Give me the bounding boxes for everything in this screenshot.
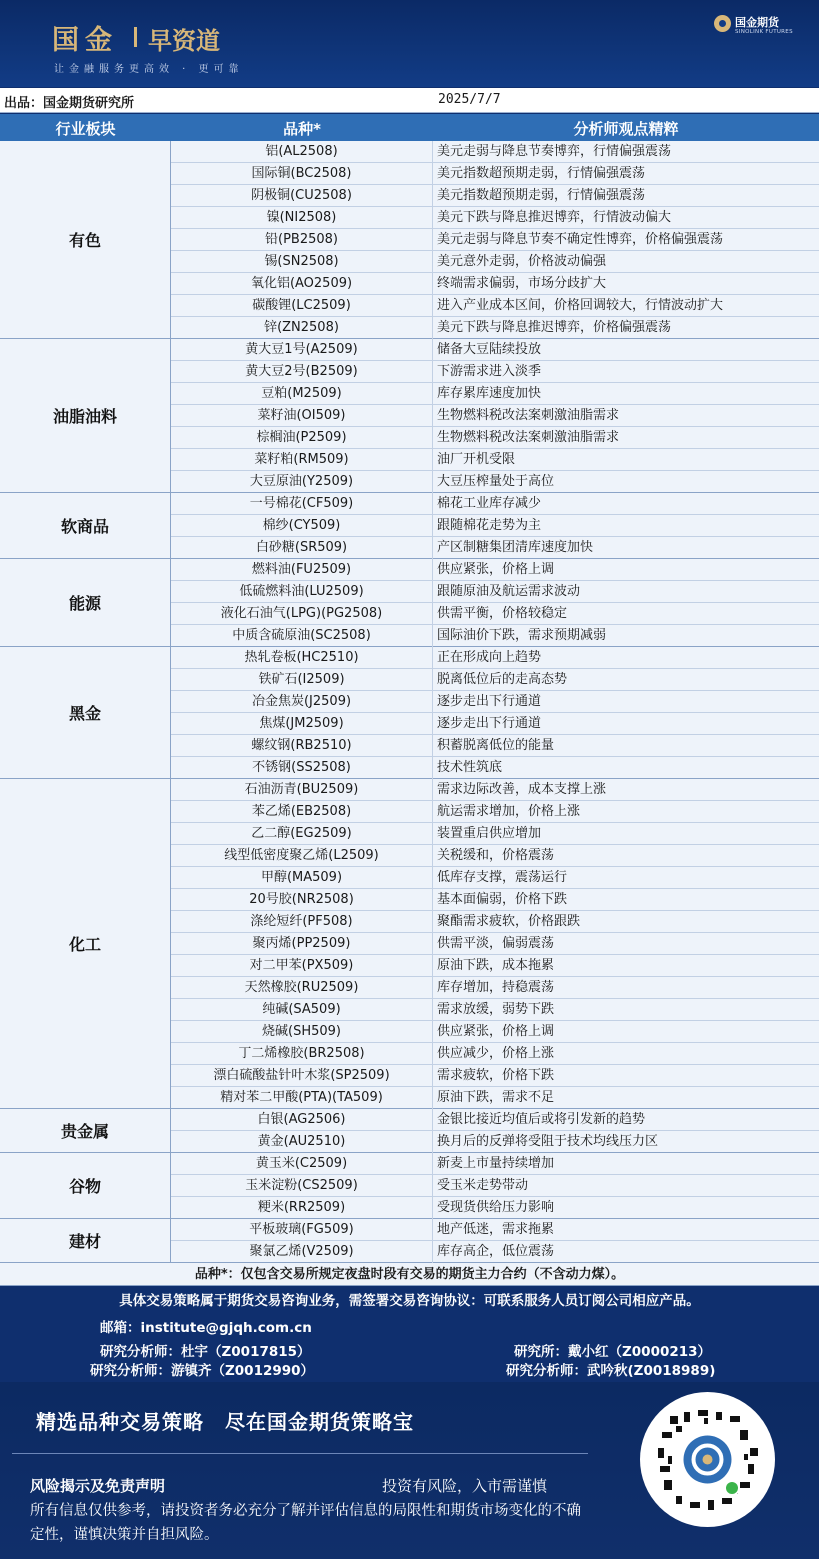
view-cell: 跟随棉花走势为主	[437, 518, 542, 533]
logo: 国金	[52, 25, 118, 56]
variety-cell: 大豆原油(Y2509)	[171, 471, 433, 493]
view-cell: 库存增加，持稳震荡	[437, 980, 555, 995]
brand-name-en: SINOLINK FUTURES	[735, 29, 793, 35]
variety-cell: 黄大豆2号(B2509)	[171, 361, 433, 383]
qr-code-graphic	[640, 1392, 775, 1527]
variety-cell: 碳酸锂(LC2509)	[171, 295, 433, 317]
table-row	[171, 1109, 819, 1131]
table-row	[171, 779, 819, 801]
table-row	[171, 691, 819, 713]
view-cell: 需求放缓，弱势下跌	[437, 1002, 555, 1017]
table-row	[171, 1197, 819, 1219]
variety-cell: 白砂糖(SR509)	[171, 537, 433, 559]
variety-cell: 不锈钢(SS2508)	[171, 757, 433, 779]
view-cell: 装置重启供应增加	[437, 826, 542, 841]
view-cell: 产区制糖集团清库速度加快	[437, 540, 594, 555]
analyst-1: 研究分析师：杜宇（Z0017815）	[100, 1344, 311, 1360]
sector-cell: 黑金	[0, 647, 171, 779]
view-cell: 脱离低位后的走高态势	[437, 672, 568, 687]
variety-rows	[171, 141, 819, 1263]
view-cell: 供需平淡，偏弱震荡	[437, 936, 555, 951]
view-cell: 供应紧张，价格上调	[437, 1024, 555, 1039]
table-row	[171, 867, 819, 889]
slogan: 让金融服务更高效 · 更可靠	[54, 64, 244, 75]
logo-divider	[134, 27, 137, 47]
table-row	[171, 449, 819, 471]
sector-cell: 贵金属	[0, 1109, 171, 1153]
table-row	[171, 1219, 819, 1241]
view-cell: 美元指数超预期走弱，行情偏强震荡	[437, 188, 646, 203]
variety-cell: 甲醇(MA509)	[171, 867, 433, 889]
view-cell: 美元走弱与降息节奏不确定性博弈，价格偏强震荡	[437, 232, 724, 247]
view-cell: 关税缓和，价格震荡	[437, 848, 555, 863]
table-row	[171, 603, 819, 625]
view-cell: 正在形成向上趋势	[437, 650, 542, 665]
variety-cell: 20号胶(NR2508)	[171, 889, 433, 911]
variety-cell: 纯碱(SA509)	[171, 999, 433, 1021]
table-row	[171, 757, 819, 779]
view-cell: 大豆压榨量处于高位	[437, 474, 555, 489]
variety-cell: 乙二醇(EG2509)	[171, 823, 433, 845]
table-row	[171, 933, 819, 955]
table-row	[171, 1175, 819, 1197]
view-cell: 美元下跌与降息推迟博弈，行情波动偏大	[437, 210, 672, 225]
variety-cell: 阴极铜(CU2508)	[171, 185, 433, 207]
variety-cell: 铁矿石(I2509)	[171, 669, 433, 691]
table-row	[171, 405, 819, 427]
variety-cell: 国际铜(BC2508)	[171, 163, 433, 185]
view-cell: 供应减少，价格上涨	[437, 1046, 555, 1061]
promo-title: 精选品种交易策略 尽在国金期货策略宝	[36, 1410, 414, 1434]
view-cell: 生物燃料税改法案刺激油脂需求	[437, 430, 620, 445]
view-cell: 美元指数超预期走弱，行情偏强震荡	[437, 166, 646, 181]
table-body	[0, 141, 819, 1264]
view-cell: 低库存支撑，震荡运行	[437, 870, 568, 885]
view-cell: 棉花工业库存减少	[437, 496, 542, 511]
view-cell: 美元走弱与降息节奏博弈，行情偏强震荡	[437, 144, 672, 159]
info-row	[0, 88, 819, 113]
view-cell: 原油下跌，成本拖累	[437, 958, 555, 973]
sector-cell: 建材	[0, 1219, 171, 1263]
table-row	[171, 801, 819, 823]
sector-cell: 谷物	[0, 1153, 171, 1219]
view-cell: 航运需求增加，价格上涨	[437, 804, 581, 819]
view-cell: 新麦上市量持续增加	[437, 1156, 555, 1171]
variety-cell: 白银(AG2506)	[171, 1109, 433, 1131]
header-variety: 品种*	[283, 120, 321, 138]
variety-cell: 锡(SN2508)	[171, 251, 433, 273]
table-row	[171, 581, 819, 603]
table-row	[171, 889, 819, 911]
variety-cell: 对二甲苯(PX509)	[171, 955, 433, 977]
table-row	[171, 1131, 819, 1153]
table-row	[171, 339, 819, 361]
view-cell: 积蓄脱离低位的能量	[437, 738, 555, 753]
report-date: 2025/7/7	[438, 92, 501, 107]
table-row	[171, 229, 819, 251]
view-cell: 逐步走出下行通道	[437, 694, 542, 709]
view-cell: 美元下跌与降息推迟博弈，价格偏强震荡	[437, 320, 672, 335]
variety-cell: 螺纹钢(RB2510)	[171, 735, 433, 757]
table-row	[171, 1043, 819, 1065]
variety-cell: 低硫燃料油(LU2509)	[171, 581, 433, 603]
table-row	[171, 471, 819, 493]
header-sector: 行业板块	[55, 120, 116, 138]
brand-mark-icon	[714, 15, 731, 32]
analyst-3: 研究分析师：游镇齐（Z0012990）	[90, 1363, 315, 1379]
table-row	[171, 1153, 819, 1175]
table-row	[171, 1087, 819, 1109]
view-cell: 受现货供给压力影响	[437, 1200, 555, 1215]
variety-cell: 烧碱(SH509)	[171, 1021, 433, 1043]
view-cell: 逐步走出下行通道	[437, 716, 542, 731]
variety-cell: 燃料油(FU2509)	[171, 559, 433, 581]
risk-text: 所有信息仅供参考，请投资者务必充分了解并评估信息的局限性和期货市场变化的不确定性，谨慎决策并自担风险。	[30, 1503, 581, 1543]
table-row	[171, 273, 819, 295]
table-row	[171, 735, 819, 757]
variety-cell: 粳米(RR2509)	[171, 1197, 433, 1219]
variety-cell: 平板玻璃(FG509)	[171, 1219, 433, 1241]
view-cell: 聚酯需求疲软，价格跟跌	[437, 914, 581, 929]
view-cell: 受玉米走势带动	[437, 1178, 529, 1193]
table-row	[171, 955, 819, 977]
variety-cell: 丁二烯橡胶(BR2508)	[171, 1043, 433, 1065]
risk-title: 风险揭示及免责声明	[30, 1477, 166, 1495]
variety-cell: 聚丙烯(PP2509)	[171, 933, 433, 955]
table-row	[171, 251, 819, 273]
variety-cell: 漂白硫酸盐针叶木浆(SP2509)	[171, 1065, 433, 1087]
table-row	[171, 625, 819, 647]
table-row	[171, 361, 819, 383]
table-row	[171, 493, 819, 515]
table-row	[171, 1021, 819, 1043]
brand-logo	[714, 14, 804, 38]
view-cell: 油厂开机受限	[437, 452, 516, 467]
table-row	[171, 185, 819, 207]
variety-cell: 黄金(AU2510)	[171, 1131, 433, 1153]
variety-cell: 聚氯乙烯(V2509)	[171, 1241, 433, 1263]
view-cell: 终端需求偏弱，市场分歧扩大	[437, 276, 607, 291]
table-row	[171, 427, 819, 449]
table-row	[171, 141, 819, 163]
variety-cell: 菜籽粕(RM509)	[171, 449, 433, 471]
sector-cell: 有色	[0, 141, 171, 339]
view-cell: 储备大豆陆续投放	[437, 342, 542, 357]
variety-cell: 中质含硫原油(SC2508)	[171, 625, 433, 647]
table-row	[171, 1241, 819, 1263]
brand-name-cn: 国金期货	[735, 16, 779, 29]
variety-cell: 天然橡胶(RU2509)	[171, 977, 433, 999]
variety-cell: 黄玉米(C2509)	[171, 1153, 433, 1175]
sector-cell: 能源	[0, 559, 171, 647]
variety-cell: 一号棉花(CF509)	[171, 493, 433, 515]
variety-cell: 黄大豆1号(A2509)	[171, 339, 433, 361]
table-row	[171, 823, 819, 845]
table-row	[171, 669, 819, 691]
table-row	[171, 1065, 819, 1087]
sector-cell: 软商品	[0, 493, 171, 559]
table-row	[171, 515, 819, 537]
sector-cell: 化工	[0, 779, 171, 1109]
variety-cell: 菜籽油(OI509)	[171, 405, 433, 427]
table-row	[171, 911, 819, 933]
risk-tip: 投资有风险，入市需谨慎	[382, 1477, 548, 1495]
variety-cell: 铝(AL2508)	[171, 141, 433, 163]
variety-cell: 线型低密度聚乙烯(L2509)	[171, 845, 433, 867]
table-row	[171, 977, 819, 999]
variety-cell: 氧化铝(AO2509)	[171, 273, 433, 295]
table-row	[171, 713, 819, 735]
view-cell: 需求边际改善，成本支撑上涨	[437, 782, 607, 797]
view-cell: 换月后的反弹将受阻于技术均线压力区	[437, 1134, 659, 1149]
table-row	[171, 999, 819, 1021]
analyst-4: 研究分析师：武吟秋(Z0018989)	[506, 1363, 716, 1379]
qr-code-icon[interactable]	[640, 1392, 775, 1527]
subscription-notice: 具体交易策略属于期货交易咨询业务，需签署交易咨询协议：可联系服务人员订阅公司相应产品。	[119, 1293, 700, 1309]
view-cell: 供应紧张，价格上调	[437, 562, 555, 577]
variety-cell: 豆粕(M2509)	[171, 383, 433, 405]
view-cell: 库存累库速度加快	[437, 386, 542, 401]
variety-cell: 棉纱(CY509)	[171, 515, 433, 537]
variety-cell: 玉米淀粉(CS2509)	[171, 1175, 433, 1197]
view-cell: 美元意外走弱，价格波动偏强	[437, 254, 607, 269]
footnote: 品种*：仅包含交易所规定夜盘时段有交易的期货主力合约（不含动力煤）。	[0, 1264, 819, 1286]
table-row	[171, 647, 819, 669]
view-cell: 供需平衡，价格较稳定	[437, 606, 568, 621]
variety-cell: 涤纶短纤(PF508)	[171, 911, 433, 933]
table-row	[171, 845, 819, 867]
promo-footer	[0, 1382, 819, 1559]
variety-cell: 苯乙烯(EB2508)	[171, 801, 433, 823]
table-row	[171, 207, 819, 229]
view-cell: 下游需求进入淡季	[437, 364, 542, 379]
variety-cell: 精对苯二甲酸(PTA)(TA509)	[171, 1087, 433, 1109]
view-cell: 需求疲软，价格下跌	[437, 1068, 555, 1083]
view-cell: 生物燃料税改法案刺激油脂需求	[437, 408, 620, 423]
banner	[0, 0, 819, 87]
source-label: 出品：国金期货研究所	[4, 96, 135, 111]
table-row	[171, 559, 819, 581]
variety-cell: 锌(ZN2508)	[171, 317, 433, 339]
view-cell: 基本面偏弱，价格下跌	[437, 892, 568, 907]
table-header	[0, 114, 819, 141]
promo-divider	[12, 1453, 588, 1454]
view-cell: 库存高企，低位震荡	[437, 1244, 555, 1259]
view-cell: 进入产业成本区间，价格回调较大，行情波动扩大	[437, 298, 724, 313]
table-row	[171, 295, 819, 317]
variety-cell: 铅(PB2508)	[171, 229, 433, 251]
variety-cell: 冶金焦炭(J2509)	[171, 691, 433, 713]
view-cell: 技术性筑底	[437, 760, 503, 775]
view-cell: 国际油价下跌，需求预期减弱	[437, 628, 607, 643]
analyst-2: 研究所：戴小红（Z0000213）	[514, 1344, 712, 1360]
view-cell: 跟随原油及航运需求波动	[437, 584, 581, 599]
table-row	[171, 383, 819, 405]
variety-cell: 热轧卷板(HC2510)	[171, 647, 433, 669]
table-row	[171, 317, 819, 339]
table-row	[171, 163, 819, 185]
variety-cell: 液化石油气(LPG)(PG2508)	[171, 603, 433, 625]
variety-cell: 棕榈油(P2509)	[171, 427, 433, 449]
banner-subtitle: 早资道	[148, 27, 220, 55]
table-row	[171, 537, 819, 559]
email-link[interactable]: 邮箱：institute@gjqh.com.cn	[100, 1320, 312, 1336]
variety-cell: 镍(NI2508)	[171, 207, 433, 229]
sector-cell: 油脂油料	[0, 339, 171, 493]
view-cell: 金银比接近均值后或将引发新的趋势	[437, 1112, 646, 1127]
view-cell: 地产低迷，需求拖累	[437, 1222, 555, 1237]
view-cell: 原油下跌，需求不足	[437, 1090, 555, 1105]
variety-cell: 石油沥青(BU2509)	[171, 779, 433, 801]
header-view: 分析师观点精粹	[573, 120, 679, 138]
variety-cell: 焦煤(JM2509)	[171, 713, 433, 735]
